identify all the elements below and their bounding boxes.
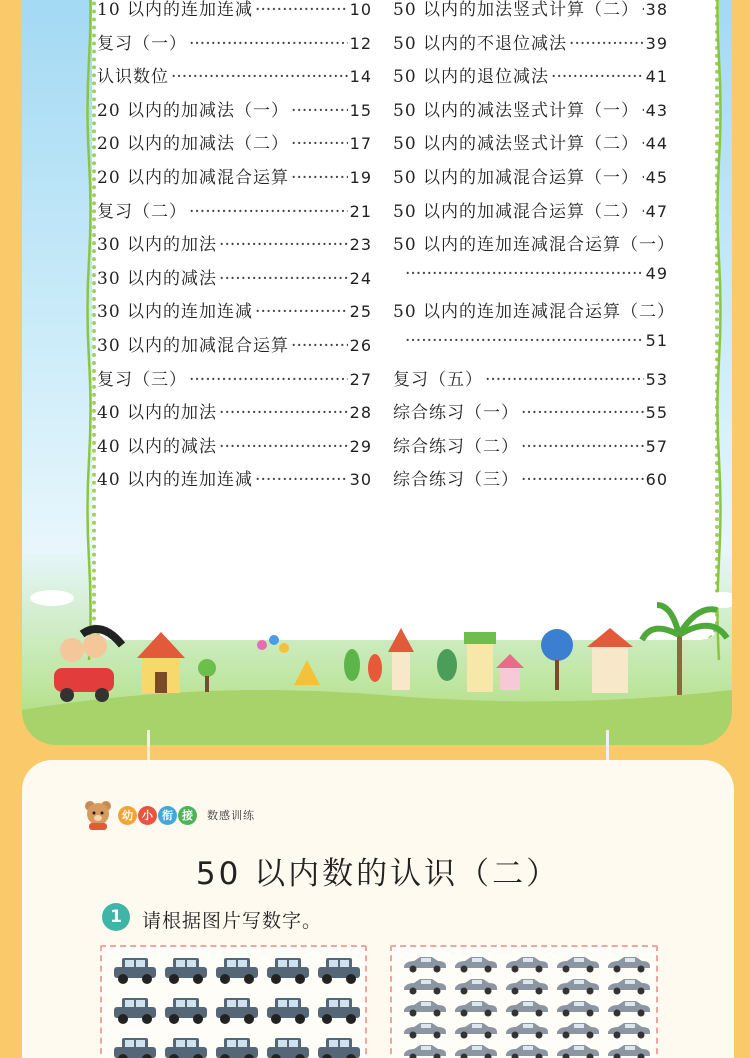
balloons-icon [257, 635, 289, 653]
jeep-icon [112, 955, 158, 985]
toc-entry[interactable]: 50 以内的不退位减法 ····· 39 [393, 29, 668, 63]
toc-entry[interactable]: 复习（二） ····· 21 [97, 197, 372, 231]
toc-entry[interactable]: 复习（一） ····· 12 [97, 29, 372, 63]
toc-entry[interactable]: 复习（三） ····· 27 [97, 365, 372, 399]
car-icon [453, 977, 499, 995]
car-icon [606, 977, 652, 995]
toc-entry[interactable]: 30 以内的加减混合运算 ····· 26 [97, 331, 372, 365]
toc-entry[interactable]: 40 以内的减法 ····· 29 [97, 432, 372, 466]
brand-char: 小 [138, 806, 157, 825]
toc-entry[interactable]: 综合练习（三） ····· 60 [393, 465, 668, 499]
brand-subtitle: 数感训练 [207, 809, 255, 822]
car-icon [555, 955, 601, 973]
brand-char: 衔 [158, 806, 177, 825]
car-icon [555, 1021, 601, 1039]
jeep-icon [316, 1035, 362, 1058]
toc-entry[interactable]: 50 以内的连加连减混合运算（二） [393, 302, 676, 323]
car-icon [402, 1021, 448, 1039]
grass-hill [22, 690, 732, 745]
toc-entry[interactable]: 50 以内的退位减法 ····· 41 [393, 62, 668, 96]
toc-entry[interactable]: 30 以内的连加连减 ····· 25 [97, 297, 372, 331]
toc-entry[interactable]: 综合练习（一） ····· 55 [393, 398, 668, 432]
toc-column-right [393, 0, 676, 499]
car-icon [453, 1043, 499, 1058]
car-icon [504, 1021, 550, 1039]
table-of-contents-card [22, 0, 732, 745]
toc-entry[interactable]: 50 以内的连加连减混合运算（一） [393, 235, 676, 256]
toc-entry[interactable]: 50 以内的减法竖式计算（一） ····· 43 [393, 96, 668, 130]
car-icon [402, 999, 448, 1017]
round-tree-icon [541, 629, 573, 690]
jeep-icon [265, 955, 311, 985]
village-scenery-illustration [22, 550, 732, 745]
tower-house-icon [388, 628, 414, 690]
brand-char: 幼 [118, 806, 137, 825]
toc-entry-continued[interactable]: ····· 49 [393, 264, 668, 298]
car-icon [555, 977, 601, 995]
jeep-icon [163, 1035, 209, 1058]
car-icon [606, 1043, 652, 1058]
car-icon [402, 977, 448, 995]
toc-entry[interactable]: 综合练习（二） ····· 57 [393, 432, 668, 466]
big-house-icon [587, 628, 633, 693]
jeep-icon [163, 995, 209, 1025]
page-title: 50 以内数的认识（二） [195, 856, 561, 892]
car-icon [606, 999, 652, 1017]
question-text: 请根据图片写数字。 [142, 910, 323, 932]
bear-mascot-icon [84, 800, 112, 830]
toc-entry[interactable]: 20 以内的加减法（二） ····· 17 [97, 129, 372, 163]
jeep-icon [163, 955, 209, 985]
toc-entry[interactable]: 40 以内的加法 ····· 28 [97, 398, 372, 432]
car-icon [504, 977, 550, 995]
toc-entry[interactable]: 认识数位 ····· 14 [97, 62, 372, 96]
palm-trees-icon [642, 605, 727, 695]
cloud-left [30, 590, 74, 606]
jeep-icon [265, 1035, 311, 1058]
house-icon [137, 632, 185, 693]
jeep-icon [316, 995, 362, 1025]
picture-box-cars [390, 945, 658, 1058]
car-icon [453, 999, 499, 1017]
toc-entry[interactable]: 50 以内的加减混合运算（一） ····· 45 [393, 163, 668, 197]
toc-entry[interactable]: 20 以内的加减混合运算 ····· 19 [97, 163, 372, 197]
jeep-icon [214, 955, 260, 985]
car-icon [453, 1021, 499, 1039]
toc-entry[interactable]: 30 以内的加法 ····· 23 [97, 230, 372, 264]
jeep-icon [265, 995, 311, 1025]
car-icon [402, 955, 448, 973]
car-icon [606, 955, 652, 973]
star-icon [294, 660, 320, 685]
cloud-right [704, 592, 732, 608]
car-icon [504, 1043, 550, 1058]
car-icon [504, 999, 550, 1017]
brand-char: 接 [178, 806, 197, 825]
car-icon [555, 1043, 601, 1058]
car-icon [504, 955, 550, 973]
toc-entry-continued[interactable]: ····· 51 [393, 331, 668, 365]
picture-box-jeeps [100, 945, 367, 1058]
brand-logo [84, 800, 255, 830]
brand-badge [118, 806, 197, 825]
car-icon [402, 1043, 448, 1058]
question-number-badge: 1 [102, 903, 130, 931]
car-with-children-icon [54, 629, 122, 702]
green-tower-icon [464, 632, 496, 692]
toc-entry[interactable]: 40 以内的连加连减 ····· 30 [97, 465, 372, 499]
small-tree-icon [198, 659, 216, 692]
car-icon [555, 999, 601, 1017]
toc-entry[interactable]: 复习（五） ····· 53 [393, 365, 668, 399]
jeep-icon [214, 1035, 260, 1058]
toc-column-left [97, 0, 372, 499]
jeep-icon [316, 955, 362, 985]
toc-entry[interactable]: 10 以内的连加连减 ····· 10 [97, 0, 372, 29]
car-icon [453, 955, 499, 973]
pink-house-icon [496, 654, 524, 690]
toc-entry[interactable]: 50 以内的加法竖式计算（二） ····· 38 [393, 0, 668, 29]
toc-entry[interactable]: 30 以内的减法 ····· 24 [97, 264, 372, 298]
jeep-icon [112, 1035, 158, 1058]
jeep-icon [112, 995, 158, 1025]
worksheet-card [22, 760, 734, 1058]
car-icon [606, 1021, 652, 1039]
car-grid [402, 955, 652, 1058]
toc-entry[interactable]: 20 以内的加减法（一） ····· 15 [97, 96, 372, 130]
toc-entry[interactable]: 50 以内的加减混合运算（二） ····· 47 [393, 197, 668, 231]
toc-entry[interactable]: 50 以内的减法竖式计算（二） ····· 44 [393, 129, 668, 163]
jeep-grid [112, 955, 362, 1058]
jeep-icon [214, 995, 260, 1025]
